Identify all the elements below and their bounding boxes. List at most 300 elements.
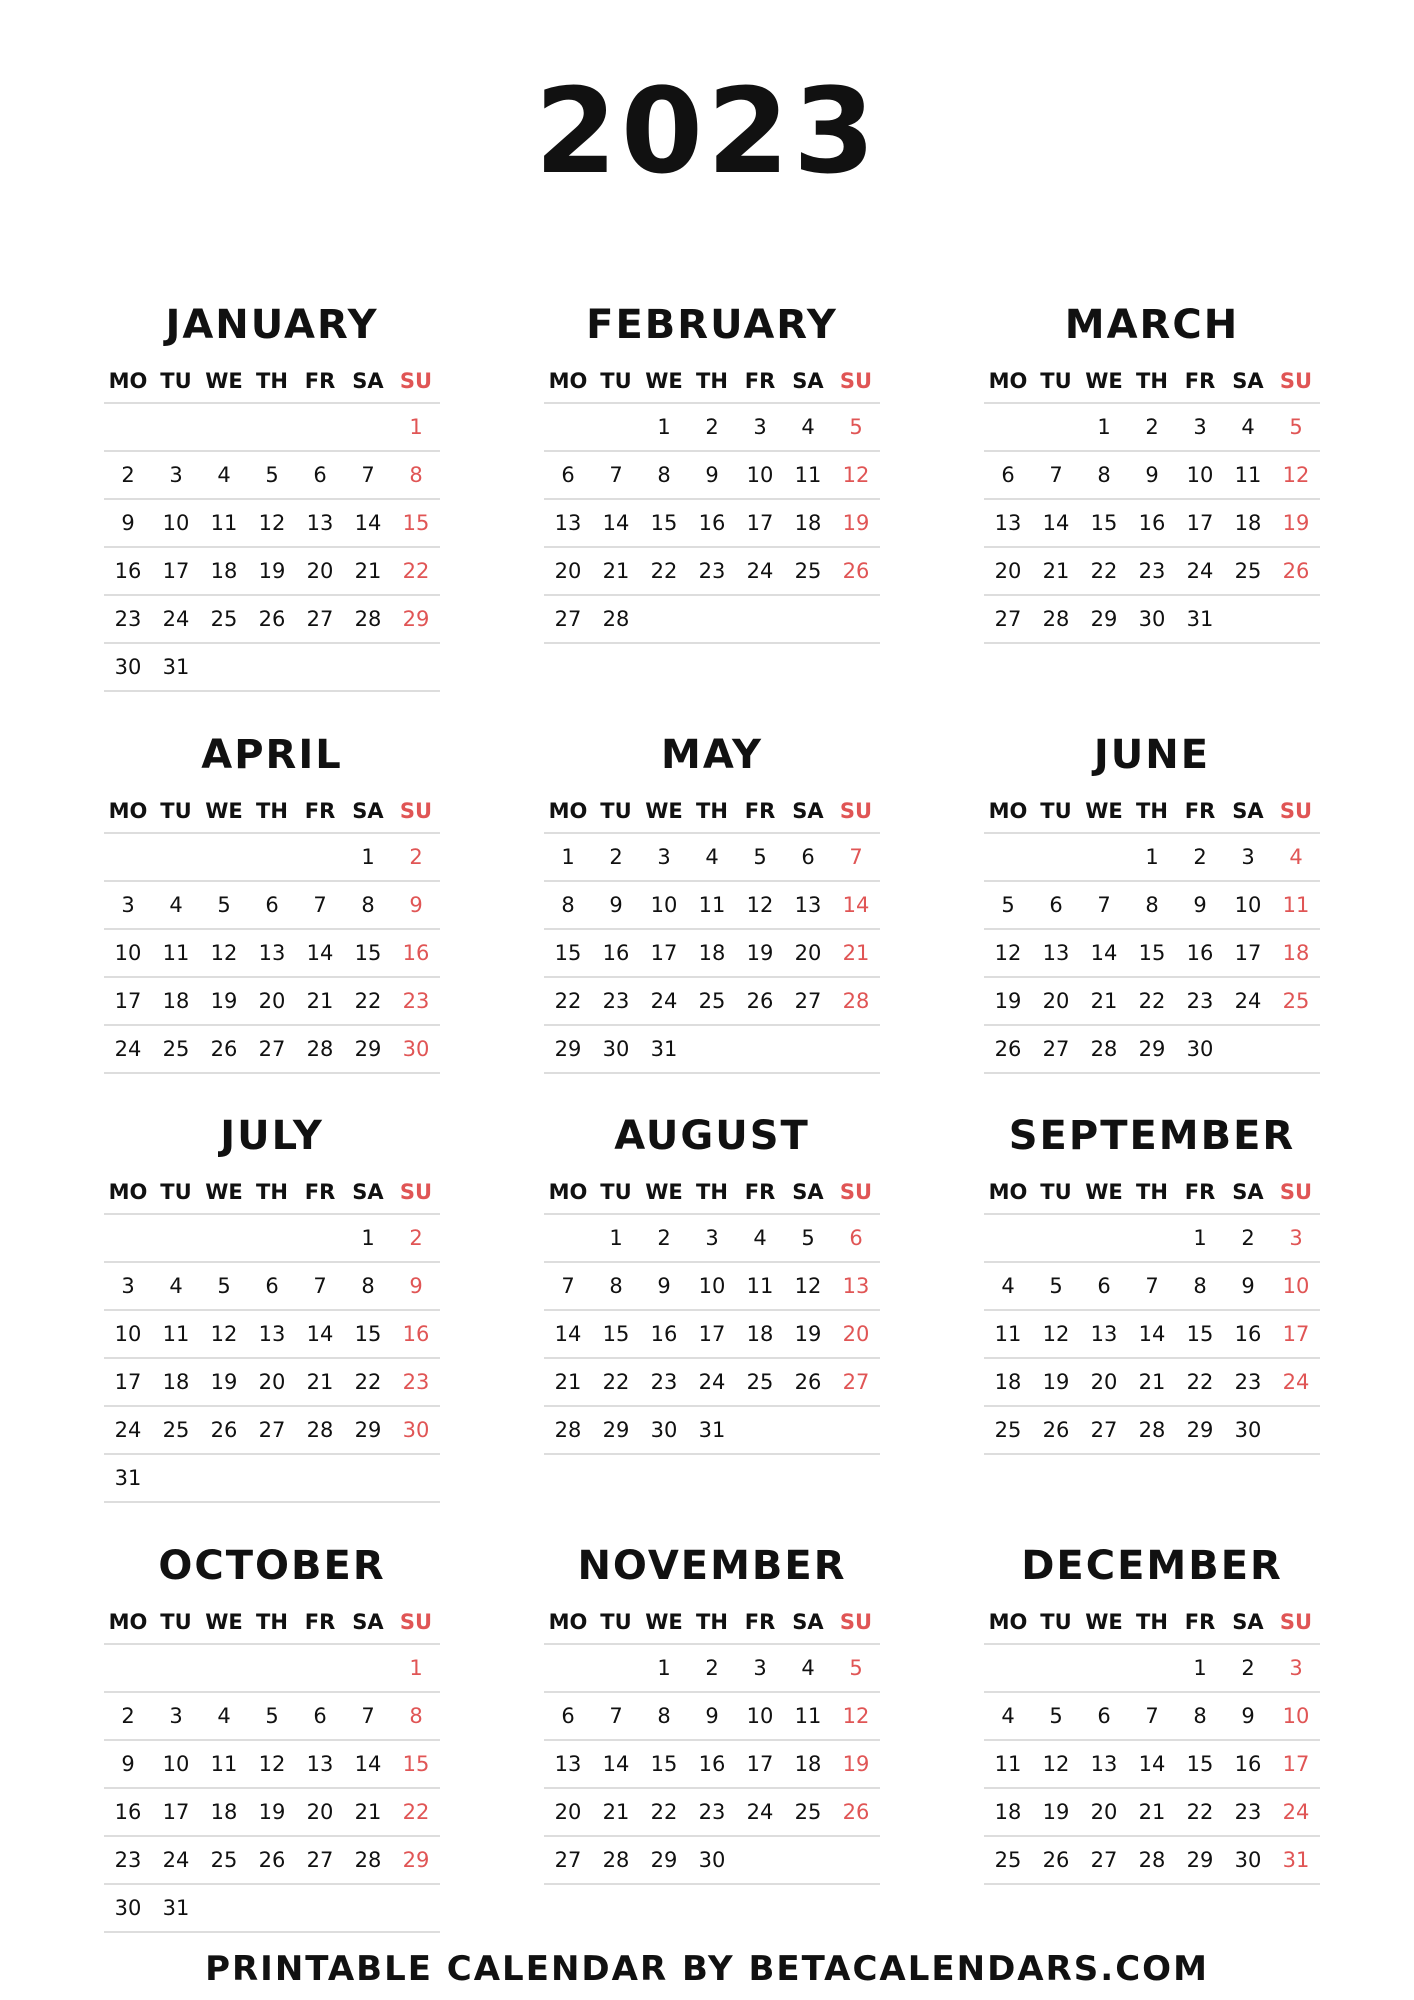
month-october: [104, 1531, 440, 1933]
weekday-header: [544, 360, 880, 404]
day-cell: 27: [258, 1037, 286, 1061]
weekday-label: TU: [1040, 799, 1072, 823]
weekday-label: WE: [205, 369, 243, 393]
empty-day-cell: [248, 644, 296, 690]
day-cell: 5: [265, 463, 279, 487]
day-cell: 8: [1193, 1704, 1207, 1728]
day-cell: 12: [842, 463, 870, 487]
week-row: [104, 644, 440, 692]
empty-day-cell: [344, 404, 392, 450]
day-cell: 6: [561, 1704, 575, 1728]
day-cell: 29: [554, 1037, 582, 1061]
day-cell: 24: [1282, 1370, 1310, 1394]
day-cell: 24: [698, 1370, 726, 1394]
day-cell: 30: [114, 655, 142, 679]
day-cell: 19: [842, 511, 870, 535]
empty-day-cell: [1080, 1645, 1128, 1691]
week-row: [544, 1837, 880, 1885]
week-row: [544, 1645, 880, 1693]
day-cell: 26: [1042, 1848, 1070, 1872]
day-cell: 23: [602, 989, 630, 1013]
day-cell: 10: [162, 511, 190, 535]
day-cell: 25: [698, 989, 726, 1013]
week-row: [544, 500, 880, 548]
day-cell: 29: [1138, 1037, 1166, 1061]
day-cell: 13: [306, 511, 334, 535]
empty-day-cell: [296, 1885, 344, 1931]
day-cell: 24: [650, 989, 678, 1013]
day-cell: 1: [1193, 1226, 1207, 1250]
day-cell: 23: [698, 559, 726, 583]
day-cell: 25: [162, 1418, 190, 1442]
day-cell: 18: [994, 1370, 1022, 1394]
empty-day-cell: [248, 1645, 296, 1691]
day-cell: 3: [121, 1274, 135, 1298]
weekday-label: SA: [352, 369, 384, 393]
week-row: [104, 500, 440, 548]
weekday-label: WE: [1085, 369, 1123, 393]
weekday-label: TU: [600, 369, 632, 393]
day-cell: 28: [842, 989, 870, 1013]
day-cell: 9: [609, 893, 623, 917]
day-cell: 6: [313, 463, 327, 487]
weekday-label: FR: [744, 1180, 776, 1204]
weekday-header: [104, 790, 440, 834]
empty-day-cell: [736, 1026, 784, 1072]
day-cell: 16: [650, 1322, 678, 1346]
day-cell: 4: [1241, 415, 1255, 439]
day-cell: 20: [794, 941, 822, 965]
day-cell: 28: [1138, 1418, 1166, 1442]
week-row: [104, 404, 440, 452]
empty-day-cell: [640, 596, 688, 642]
day-cell: 14: [554, 1322, 582, 1346]
day-cell: 23: [402, 989, 430, 1013]
day-cell: 17: [746, 1752, 774, 1776]
weekday-label: FR: [744, 799, 776, 823]
empty-day-cell: [736, 596, 784, 642]
weekday-label: FR: [304, 1180, 336, 1204]
day-cell: 3: [705, 1226, 719, 1250]
day-cell: 4: [1001, 1274, 1015, 1298]
day-cell: 25: [746, 1370, 774, 1394]
month-name: OCTOBER: [158, 1543, 386, 1589]
week-row: [104, 1026, 440, 1074]
day-cell: 17: [162, 1800, 190, 1824]
day-cell: 17: [1282, 1752, 1310, 1776]
day-cell: 9: [1145, 463, 1159, 487]
day-cell: 12: [1282, 463, 1310, 487]
week-row: [544, 1263, 880, 1311]
day-cell: 7: [561, 1274, 575, 1298]
day-cell: 28: [602, 607, 630, 631]
day-cell: 20: [306, 559, 334, 583]
week-row: [984, 1263, 1320, 1311]
day-cell: 10: [1186, 463, 1214, 487]
weekday-label: SA: [1232, 369, 1264, 393]
day-cell: 8: [657, 1704, 671, 1728]
week-row: [104, 1215, 440, 1263]
month-september: [984, 1101, 1320, 1455]
day-cell: 26: [258, 607, 286, 631]
day-cell: 4: [217, 1704, 231, 1728]
day-cell: 24: [746, 1800, 774, 1824]
empty-day-cell: [296, 834, 344, 880]
day-cell: 25: [994, 1418, 1022, 1442]
weekday-label: FR: [304, 1610, 336, 1634]
day-cell: 16: [114, 559, 142, 583]
day-cell: 14: [842, 893, 870, 917]
day-cell: 29: [1186, 1848, 1214, 1872]
day-cell: 31: [1282, 1848, 1310, 1872]
day-cell: 10: [1282, 1704, 1310, 1728]
day-cell: 14: [1138, 1752, 1166, 1776]
week-row: [544, 404, 880, 452]
day-cell: 27: [306, 607, 334, 631]
empty-day-cell: [544, 404, 592, 450]
day-cell: 25: [1282, 989, 1310, 1013]
week-row: [984, 1359, 1320, 1407]
week-row: [984, 500, 1320, 548]
weekday-label: SU: [839, 1180, 873, 1204]
empty-day-cell: [104, 404, 152, 450]
day-cell: 12: [794, 1274, 822, 1298]
day-cell: 20: [554, 1800, 582, 1824]
empty-day-cell: [832, 1407, 880, 1453]
day-cell: 27: [554, 1848, 582, 1872]
day-cell: 20: [1090, 1800, 1118, 1824]
day-cell: 1: [657, 415, 671, 439]
weekday-label: TH: [1136, 799, 1168, 823]
day-cell: 7: [313, 893, 327, 917]
weekday-label: SA: [792, 799, 824, 823]
day-cell: 15: [1186, 1752, 1214, 1776]
weekday-label: TH: [1136, 1180, 1168, 1204]
month-may: [544, 720, 880, 1074]
weekday-label: MO: [108, 799, 148, 823]
empty-day-cell: [984, 834, 1032, 880]
day-cell: 18: [994, 1800, 1022, 1824]
day-cell: 12: [258, 511, 286, 535]
month-name: APRIL: [201, 732, 343, 778]
month-june: [984, 720, 1320, 1074]
weekday-header: [984, 1601, 1320, 1645]
day-cell: 12: [258, 1752, 286, 1776]
day-cell: 8: [609, 1274, 623, 1298]
day-cell: 18: [1234, 511, 1262, 535]
day-cell: 31: [698, 1418, 726, 1442]
day-cell: 27: [1090, 1848, 1118, 1872]
day-cell: 23: [1234, 1370, 1262, 1394]
week-row: [104, 834, 440, 882]
day-cell: 2: [657, 1226, 671, 1250]
weekday-label: TU: [600, 1610, 632, 1634]
day-cell: 16: [402, 1322, 430, 1346]
day-cell: 7: [1145, 1274, 1159, 1298]
weekday-header: [984, 1171, 1320, 1215]
day-cell: 5: [801, 1226, 815, 1250]
day-cell: 19: [794, 1322, 822, 1346]
day-cell: 21: [306, 989, 334, 1013]
weekday-label: TU: [160, 1180, 192, 1204]
day-cell: 24: [1186, 559, 1214, 583]
day-cell: 29: [402, 607, 430, 631]
day-cell: 4: [169, 893, 183, 917]
day-cell: 13: [1090, 1322, 1118, 1346]
weekday-label: WE: [645, 799, 683, 823]
day-cell: 16: [698, 511, 726, 535]
day-cell: 27: [994, 607, 1022, 631]
weekday-label: TH: [256, 799, 288, 823]
day-cell: 2: [1241, 1226, 1255, 1250]
empty-day-cell: [1128, 1215, 1176, 1261]
day-cell: 12: [210, 941, 238, 965]
weekday-label: FR: [304, 369, 336, 393]
week-row: [984, 1741, 1320, 1789]
day-cell: 27: [842, 1370, 870, 1394]
day-cell: 21: [602, 559, 630, 583]
month-name: AUGUST: [614, 1113, 810, 1159]
day-cell: 25: [1234, 559, 1262, 583]
empty-day-cell: [688, 596, 736, 642]
week-row: [104, 930, 440, 978]
day-cell: 18: [162, 989, 190, 1013]
day-cell: 1: [609, 1226, 623, 1250]
day-cell: 6: [1049, 893, 1063, 917]
day-cell: 22: [554, 989, 582, 1013]
week-row: [984, 596, 1320, 644]
empty-day-cell: [296, 644, 344, 690]
week-row: [544, 1311, 880, 1359]
empty-day-cell: [1080, 1215, 1128, 1261]
day-cell: 15: [1186, 1322, 1214, 1346]
day-cell: 26: [210, 1418, 238, 1442]
day-cell: 4: [1289, 845, 1303, 869]
week-row: [104, 1885, 440, 1933]
day-cell: 14: [354, 1752, 382, 1776]
weekday-label: FR: [304, 799, 336, 823]
weekday-label: SU: [839, 799, 873, 823]
empty-day-cell: [832, 596, 880, 642]
day-cell: 21: [842, 941, 870, 965]
day-cell: 12: [210, 1322, 238, 1346]
footer-credit: PRINTABLE CALENDAR BY BETACALENDARS.COM: [205, 1949, 1209, 1989]
day-cell: 4: [169, 1274, 183, 1298]
empty-day-cell: [984, 404, 1032, 450]
day-cell: 28: [554, 1418, 582, 1442]
day-cell: 26: [258, 1848, 286, 1872]
day-cell: 23: [1234, 1800, 1262, 1824]
day-cell: 14: [602, 1752, 630, 1776]
empty-day-cell: [248, 404, 296, 450]
weekday-header: [984, 360, 1320, 404]
day-cell: 29: [354, 1037, 382, 1061]
day-cell: 24: [746, 559, 774, 583]
day-cell: 27: [554, 607, 582, 631]
day-cell: 31: [114, 1466, 142, 1490]
day-cell: 1: [657, 1656, 671, 1680]
day-cell: 30: [1186, 1037, 1214, 1061]
day-cell: 2: [609, 845, 623, 869]
week-row: [984, 930, 1320, 978]
month-march: [984, 290, 1320, 644]
empty-day-cell: [344, 644, 392, 690]
weekday-label: MO: [988, 369, 1028, 393]
weekday-label: WE: [205, 1180, 243, 1204]
week-row: [984, 1407, 1320, 1455]
weekday-label: MO: [988, 1180, 1028, 1204]
day-cell: 15: [554, 941, 582, 965]
day-cell: 20: [258, 989, 286, 1013]
day-cell: 3: [121, 893, 135, 917]
day-cell: 27: [1042, 1037, 1070, 1061]
day-cell: 2: [121, 1704, 135, 1728]
day-cell: 16: [1186, 941, 1214, 965]
week-row: [984, 1789, 1320, 1837]
day-cell: 17: [698, 1322, 726, 1346]
weekday-label: SA: [1232, 1610, 1264, 1634]
weekday-header: [544, 790, 880, 834]
day-cell: 10: [1282, 1274, 1310, 1298]
day-cell: 31: [1186, 607, 1214, 631]
day-cell: 25: [210, 1848, 238, 1872]
day-cell: 13: [1042, 941, 1070, 965]
weekday-label: WE: [205, 1610, 243, 1634]
weekday-label: TH: [256, 1180, 288, 1204]
empty-day-cell: [200, 404, 248, 450]
week-row: [544, 882, 880, 930]
week-row: [984, 834, 1320, 882]
weekday-label: SU: [1279, 369, 1313, 393]
week-row: [544, 978, 880, 1026]
week-row: [984, 1837, 1320, 1885]
day-cell: 6: [313, 1704, 327, 1728]
day-cell: 30: [1234, 1418, 1262, 1442]
empty-day-cell: [1032, 404, 1080, 450]
day-cell: 20: [1042, 989, 1070, 1013]
day-cell: 22: [650, 1800, 678, 1824]
day-cell: 15: [1138, 941, 1166, 965]
day-cell: 15: [650, 1752, 678, 1776]
day-cell: 5: [1049, 1704, 1063, 1728]
day-cell: 26: [746, 989, 774, 1013]
weekday-label: SU: [1279, 799, 1313, 823]
weekday-label: WE: [645, 1180, 683, 1204]
week-row: [104, 1789, 440, 1837]
day-cell: 21: [354, 1800, 382, 1824]
weekday-header: [104, 1601, 440, 1645]
empty-day-cell: [200, 1215, 248, 1261]
day-cell: 1: [361, 1226, 375, 1250]
week-row: [104, 1741, 440, 1789]
empty-day-cell: [392, 644, 440, 690]
empty-day-cell: [1032, 1645, 1080, 1691]
day-cell: 19: [258, 1800, 286, 1824]
day-cell: 21: [1042, 559, 1070, 583]
weekday-label: FR: [1184, 1610, 1216, 1634]
month-july: [104, 1101, 440, 1503]
day-cell: 20: [258, 1370, 286, 1394]
weekday-label: SU: [399, 1610, 433, 1634]
day-cell: 23: [114, 1848, 142, 1872]
weekday-header: [104, 360, 440, 404]
day-cell: 4: [217, 463, 231, 487]
day-cell: 1: [1193, 1656, 1207, 1680]
day-cell: 29: [1186, 1418, 1214, 1442]
day-cell: 20: [1090, 1370, 1118, 1394]
day-cell: 2: [1193, 845, 1207, 869]
day-cell: 6: [1097, 1704, 1111, 1728]
weekday-label: TU: [160, 369, 192, 393]
day-cell: 29: [1090, 607, 1118, 631]
day-cell: 5: [265, 1704, 279, 1728]
week-row: [984, 978, 1320, 1026]
day-cell: 3: [1193, 415, 1207, 439]
weekday-label: TH: [1136, 1610, 1168, 1634]
day-cell: 11: [162, 941, 190, 965]
empty-day-cell: [296, 1215, 344, 1261]
day-cell: 14: [602, 511, 630, 535]
month-august: [544, 1101, 880, 1455]
day-cell: 6: [849, 1226, 863, 1250]
weekday-label: SU: [399, 369, 433, 393]
day-cell: 24: [114, 1037, 142, 1061]
day-cell: 23: [114, 607, 142, 631]
day-cell: 17: [1186, 511, 1214, 535]
day-cell: 28: [306, 1418, 334, 1442]
day-cell: 11: [746, 1274, 774, 1298]
day-cell: 15: [1090, 511, 1118, 535]
day-cell: 23: [1138, 559, 1166, 583]
day-cell: 11: [994, 1322, 1022, 1346]
day-cell: 7: [609, 463, 623, 487]
week-row: [104, 1693, 440, 1741]
day-cell: 16: [698, 1752, 726, 1776]
weekday-label: MO: [108, 1180, 148, 1204]
day-cell: 11: [1282, 893, 1310, 917]
day-cell: 29: [354, 1418, 382, 1442]
day-cell: 5: [1289, 415, 1303, 439]
day-cell: 1: [361, 845, 375, 869]
weekday-label: TU: [1040, 369, 1072, 393]
day-cell: 10: [1234, 893, 1262, 917]
day-cell: 15: [402, 1752, 430, 1776]
day-cell: 22: [402, 559, 430, 583]
month-name: DECEMBER: [1021, 1543, 1283, 1589]
weekday-label: MO: [988, 1610, 1028, 1634]
month-name: MAY: [661, 732, 763, 778]
day-cell: 17: [1234, 941, 1262, 965]
week-row: [984, 404, 1320, 452]
month-name: FEBRUARY: [586, 302, 838, 348]
day-cell: 29: [602, 1418, 630, 1442]
week-row: [984, 1693, 1320, 1741]
day-cell: 23: [1186, 989, 1214, 1013]
day-cell: 13: [258, 1322, 286, 1346]
empty-day-cell: [152, 834, 200, 880]
day-cell: 3: [753, 415, 767, 439]
empty-day-cell: [1272, 1407, 1320, 1453]
day-cell: 11: [698, 893, 726, 917]
month-april: [104, 720, 440, 1074]
day-cell: 22: [1186, 1800, 1214, 1824]
day-cell: 31: [162, 1896, 190, 1920]
day-cell: 29: [650, 1848, 678, 1872]
day-cell: 10: [650, 893, 678, 917]
day-cell: 10: [746, 1704, 774, 1728]
day-cell: 8: [561, 893, 575, 917]
day-cell: 21: [602, 1800, 630, 1824]
